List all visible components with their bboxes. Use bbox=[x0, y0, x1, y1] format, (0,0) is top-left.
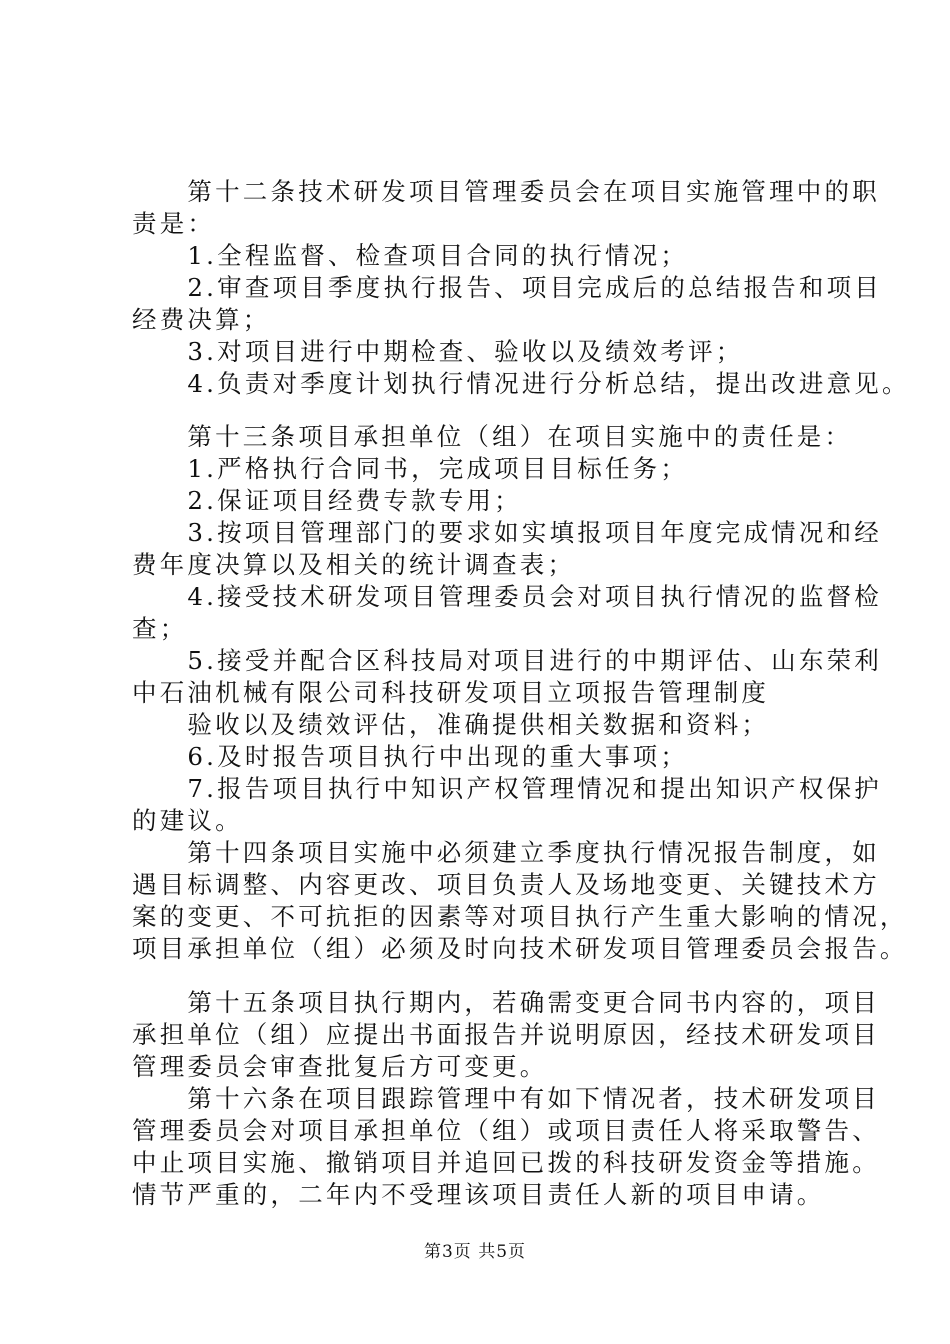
text-line: 查； bbox=[132, 614, 188, 643]
text-line: 案的变更、不可抗拒的因素等对项目执行产生重大影响的情况， bbox=[132, 902, 908, 931]
text-line: 项目承担单位（组）必须及时向技术研发项目管理委员会报告。 bbox=[132, 934, 908, 963]
text-line: 3.对项目进行中期检查、验收以及绩效考评； bbox=[132, 337, 744, 366]
text-line: 4.接受技术研发项目管理委员会对项目执行情况的监督检 bbox=[132, 582, 882, 611]
text-line: 第十二条技术研发项目管理委员会在项目实施管理中的职 bbox=[132, 177, 880, 206]
text-line: 中石油机械有限公司科技研发项目立项报告管理制度 bbox=[132, 678, 770, 707]
text-line: 第十六条在项目跟踪管理中有如下情况者，技术研发项目 bbox=[132, 1084, 880, 1113]
text-line: 7.报告项目执行中知识产权管理情况和提出知识产权保护 bbox=[132, 774, 882, 803]
text-line: 4.负责对季度计划执行情况进行分析总结，提出改进意见。 bbox=[132, 369, 910, 398]
text-line: 中止项目实施、撤销项目并追回已拨的科技研发资金等措施。 bbox=[132, 1148, 880, 1177]
text-line: 第十四条项目实施中必须建立季度执行情况报告制度，如 bbox=[132, 838, 880, 867]
text-line: 费年度决算以及相关的统计调查表； bbox=[132, 550, 576, 579]
text-line: 经费决算； bbox=[132, 305, 271, 334]
text-line: 遇目标调整、内容更改、项目负责人及场地变更、关键技术方 bbox=[132, 870, 880, 899]
text-line: 2.审查项目季度执行报告、项目完成后的总结报告和项目 bbox=[132, 273, 882, 302]
text-line: 6.及时报告项目执行中出现的重大事项； bbox=[132, 742, 689, 771]
text-line: 情节严重的，二年内不受理该项目责任人新的项目申请。 bbox=[132, 1180, 825, 1209]
text-line: 的建议。 bbox=[132, 806, 243, 835]
text-line: 第十五条项目执行期内，若确需变更合同书内容的，项目 bbox=[132, 988, 880, 1017]
text-line: 承担单位（组）应提出书面报告并说明原因，经技术研发项目 bbox=[132, 1020, 880, 1049]
text-line: 管理委员会对项目承担单位（组）或项目责任人将采取警告、 bbox=[132, 1116, 880, 1145]
text-line: 1.严格执行合同书，完成项目目标任务； bbox=[132, 454, 689, 483]
text-line: 责是： bbox=[132, 209, 216, 238]
page-number-footer: 第3页 共5页 bbox=[423, 1242, 527, 1262]
text-line: 2.保证项目经费专款专用； bbox=[132, 486, 522, 515]
text-line: 5.接受并配合区科技局对项目进行的中期评估、山东荣利 bbox=[132, 646, 882, 675]
text-line: 管理委员会审查批复后方可变更。 bbox=[132, 1052, 548, 1081]
text-line: 验收以及绩效评估，准确提供相关数据和资料； bbox=[132, 710, 770, 739]
text-line: 3.按项目管理部门的要求如实填报项目年度完成情况和经 bbox=[132, 518, 882, 547]
text-line: 1.全程监督、检查项目合同的执行情况； bbox=[132, 241, 689, 270]
text-line: 第十三条项目承担单位（组）在项目实施中的责任是： bbox=[132, 422, 853, 451]
